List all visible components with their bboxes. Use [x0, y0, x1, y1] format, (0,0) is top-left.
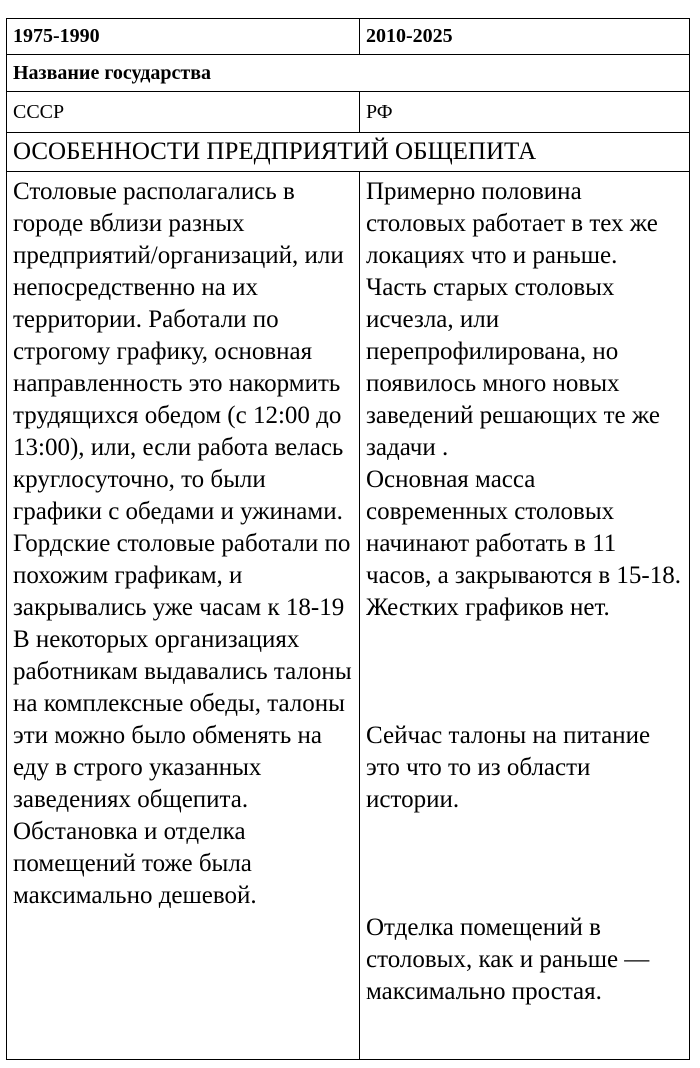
state-values-row — [7, 92, 690, 133]
left-paragraph-1: Столовые располагались в городе вблизи разных предприятий/организаций, или непосредственно на их территории. Работали по строгому графику, основная направленность это накормить трудящихся обедом (с 12:00 до 13:00), или, если работа велась круглосуточно, то были графики с обедами и ужинами. — [13, 178, 344, 525]
state-name-row — [7, 55, 690, 92]
features-left-cell — [7, 172, 360, 1060]
left-paragraph-4: Обстановка и отделка помещений тоже была максимально дешевой. — [13, 818, 257, 909]
state-value-1: СССР — [7, 92, 360, 133]
section-title-row — [7, 133, 690, 172]
right-paragraph-5: Отделка помещений в столовых, как и раньше — максимально простая. — [366, 914, 650, 1005]
right-paragraph-1: Примерно половина столовых работает в тех же локациях что и раньше. Часть старых столовых исчезла, или перепрофилирована, но появилось много новых заведений решающих те же задачи . — [366, 178, 660, 461]
right-paragraph-3: Жестких графиков нет. — [366, 594, 610, 621]
header-period-2: 2010-2025 — [360, 19, 690, 55]
section-title: ОСОБЕННОСТИ ПРЕДПРИЯТИЙ ОБЩЕПИТА — [7, 133, 690, 172]
header-row — [7, 19, 690, 55]
features-right-cell — [360, 172, 690, 1060]
state-name-label: Название государства — [7, 55, 690, 92]
right-paragraph-2: Основная масса современных столовых начинают работать в 11 часов, а закрываются в 15-18. — [366, 466, 681, 589]
right-spacer-2 — [366, 816, 683, 912]
features-row — [7, 172, 690, 1060]
header-period-1: 1975-1990 — [7, 19, 360, 55]
right-paragraph-4: Сейчас талоны на питание это что то из области истории. — [366, 722, 651, 813]
right-spacer-1 — [366, 624, 683, 720]
left-paragraph-3: В некоторых организациях работникам выдавались талоны на комплексные обеды, талоны эти можно было обменять на еду в строго указанных заведениях общепита. — [13, 626, 352, 813]
state-value-2: РФ — [360, 92, 690, 133]
left-paragraph-2: Гордские столовые работали по похожим графикам, и закрывались уже часам к 18-19 — [13, 530, 351, 621]
comparison-table — [6, 18, 690, 1060]
